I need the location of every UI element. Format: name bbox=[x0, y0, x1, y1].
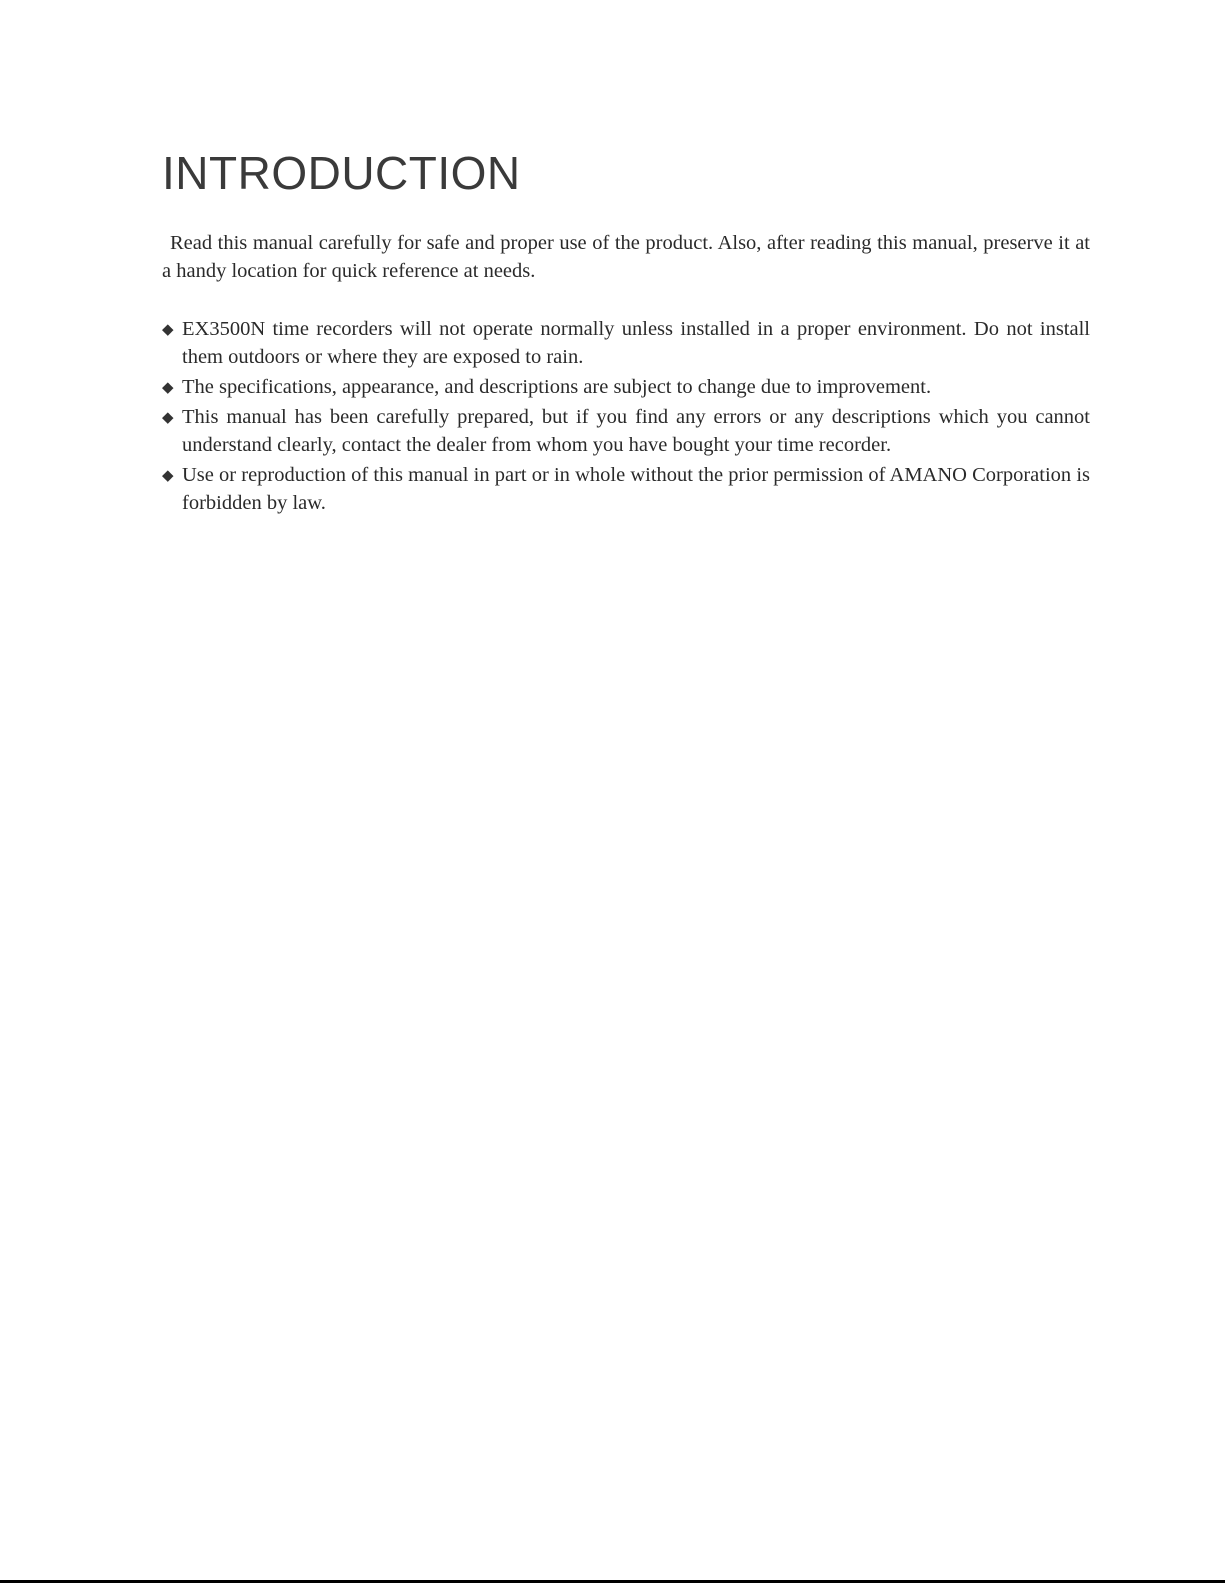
list-item bbox=[162, 461, 1090, 517]
note-text: Use or reproduction of this manual in part or in whole without the prior permission of AMANO Corporation is forbidden by law. bbox=[182, 464, 1090, 514]
diamond-bullet-icon: ◆ bbox=[162, 408, 174, 426]
note-text: EX3500N time recorders will not operate normally unless installed in a proper environment. Do not install them outdoors or where they are exposed to rain. bbox=[182, 318, 1090, 368]
note-text: The specifications, appearance, and descriptions are subject to change due to improvement. bbox=[182, 376, 932, 398]
notes-list bbox=[162, 315, 1090, 519]
intro-paragraph: Read this manual carefully for safe and proper use of the product. Also, after reading this manual, preserve it at a handy location for quick reference at needs. bbox=[162, 232, 1090, 282]
list-item bbox=[162, 315, 1090, 371]
list-item bbox=[162, 373, 1090, 401]
list-item bbox=[162, 403, 1090, 459]
note-text: This manual has been carefully prepared, but if you find any errors or any descriptions which you cannot understand clearly, contact the dealer from whom you have bought your time recorder. bbox=[182, 406, 1090, 456]
diamond-bullet-icon: ◆ bbox=[162, 320, 174, 338]
diamond-bullet-icon: ◆ bbox=[162, 378, 174, 396]
diamond-bullet-icon: ◆ bbox=[162, 466, 174, 484]
page-title: INTRODUCTION bbox=[162, 147, 521, 199]
